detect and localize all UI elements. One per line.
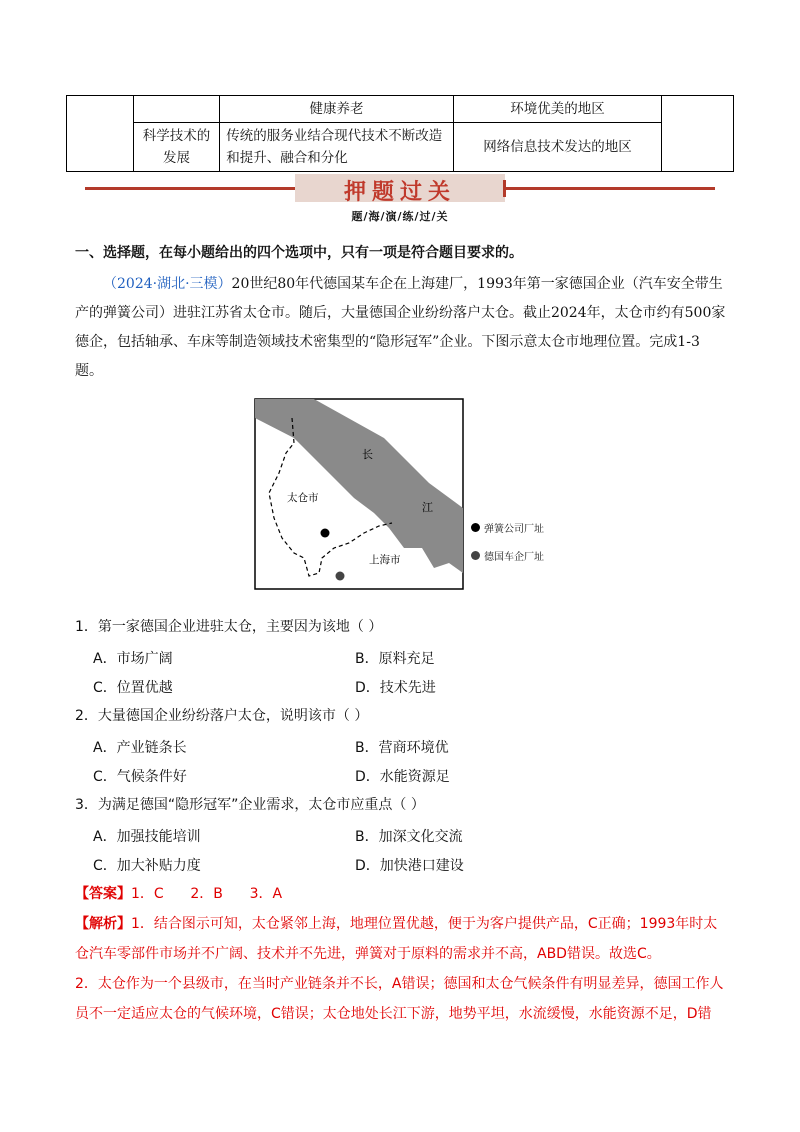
table-row [67,123,734,172]
q1-option-c: C．位置优越 [93,680,173,696]
q2-option-d: D．水能资源足 [355,769,450,785]
q1-option-a: A．市场广阔 [93,651,173,667]
q3-option-b: B．加深文化交流 [355,829,463,845]
q1-option-b: B．原料充足 [355,651,435,667]
passage-line-3: 德企，包括轴承、车床等制造领域技术密集型的“隐形冠军”企业。下图示意太仓市地理位置。完成1-3 [75,334,700,350]
table-cell [67,123,134,172]
answer-text: 1．C 2．B 3．A [131,886,283,902]
german-carmaker-dot [336,572,345,581]
river-label-1: 长 [362,448,373,461]
banner-line-right [503,187,715,190]
q3-option-a: A．加强技能培训 [93,829,201,845]
table-cell [133,96,220,123]
analysis-label: 【解析】 [75,916,131,932]
banner-line-left [85,187,300,190]
analysis-line-3: 2．太仓作为一个县级市，在当时产业链条并不长，A错误；德国和太仓气候条件有明显差异，德国工作人 [75,976,724,992]
policy-table [66,95,734,172]
passage-source: （2024·湖北·三模） [103,276,232,292]
question-1-stem: 1．第一家德国企业进驻太仓，主要因为该地（ ） [75,619,383,635]
river-label-2: 江 [422,501,433,514]
analysis-line-2: 仓汽车零部件市场并不广阔、技术并不先进，弹簧对于原料的需求并不高，ABD错误。故选C。 [75,946,661,962]
legend-dot-icon [471,551,480,560]
question-2-stem: 2．大量德国企业纷纷落户太仓，说明该市（ ） [75,708,369,724]
table-cell: 传统的服务业结合现代技术不断改造和提升、融合和分化 [220,123,453,172]
section-banner [85,174,715,205]
table-cell: 健康养老 [220,96,453,123]
answer-line [75,884,282,904]
legend-dot-icon [471,523,480,532]
question-3-stem: 3．为满足德国“隐形冠军”企业需求，太仓市应重点（ ） [75,797,425,813]
taicang-label: 太仓市 [287,492,319,504]
spring-company-dot [321,529,330,538]
banner-subtitle: 题/海/演/练/过/关 [351,210,449,223]
q3-option-c: C．加大补贴力度 [93,858,201,874]
taicang-location-map [254,398,464,590]
passage-line-4: 题。 [75,363,103,379]
table-cell: 科学技术的发展 [133,123,220,172]
analysis-line-1: 【解析】1．结合图示可知，太仓紧邻上海，地理位置优越，便于为客户提供产品，C正确；1993年时太 [75,916,718,932]
passage-line-1: （2024·湖北·三模）20世纪80年代德国某车企在上海建厂，1993年第一家德国企业（汽车安全带生 [103,276,723,292]
answer-label: 【答案】 [75,886,131,902]
section-heading: 一、选择题，在每小题给出的四个选项中，只有一项是符合题目要求的。 [75,245,523,261]
q2-option-b: B．营商环境优 [355,740,449,756]
q3-option-d: D．加快港口建设 [355,858,464,874]
shanghai-label: 上海市 [369,554,401,566]
legend-item-carmaker: 德国车企厂址 [471,548,544,563]
table-row [67,96,734,123]
passage-line-2: 产的弹簧公司）进驻江苏省太仓市。随后，大量德国企业纷纷落户太仓。截止2024年，太仓市约有500家 [75,305,726,321]
q2-option-a: A．产业链条长 [93,740,187,756]
legend-item-spring: 弹簧公司厂址 [471,520,544,535]
table-cell [67,96,134,123]
banner-title: 押题过关 [343,180,456,205]
table-cell [662,96,734,123]
q1-option-d: D．技术先进 [355,680,436,696]
table-cell: 网络信息技术发达的地区 [453,123,662,172]
analysis-line-4: 员不一定适应太仓的气候环境，C错误；太仓地处长江下游，地势平坦，水流缓慢，水能资源不足，D错 [75,1006,712,1022]
table-cell: 环境优美的地区 [453,96,662,123]
q2-option-c: C．气候条件好 [93,769,187,785]
table-cell [662,123,734,172]
